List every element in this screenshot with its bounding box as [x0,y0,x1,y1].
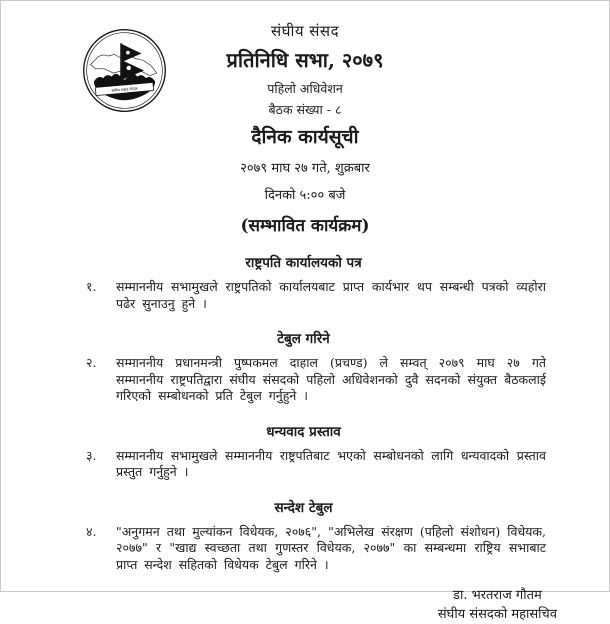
item-text: सम्माननीय प्रधानमन्त्री पुष्पकमल दाहाल (प्रचण्ड) ले सम्वत् २०७९ माघ २७ गते सम्माननीय राष्ट्रपतिद्वारा संघीय संसदको पहिलो अधिवेशनको दुवै सदनको संयुक्त बैठकलाई गरिएको सम्बोधनको प्रति टेबुल गर्नुहुने । [116,355,546,403]
section-heading: टेबुल गरिने [277,331,330,347]
item-text: "अनुगमन तथा मुल्यांकन विधेयक, २०७६", "अभिलेख संरक्षण (पहिलो संशोधन) विधेयक, २०७७" र "खाद्य स्वच्छता तथा गुणस्तर विधेयक, २०७७" का सम्बन्धमा राष्ट्रिय सभाबाट प्राप्त सन्देश सहितको विधेयक टेबुल गरिने । [116,523,546,572]
agenda-item [86,524,546,574]
section-to-be-tabled [86,329,546,405]
section-heading: सन्देश टेबुल [274,499,333,516]
item-text: सम्माननीय सभामुखले सम्माननीय राष्ट्रपतिबाट भएको सम्बोधनको लागि धन्यवादको प्रस्ताव प्रस्तुत गर्नुहुने । [116,447,546,479]
program-note: (सम्भावित कार्यक्रम) [240,216,370,236]
date-line: २०७९ माघ २७ गते, शुक्रबार [240,161,370,176]
ribbon-text: संघीय संसद नेपाल [111,85,138,94]
section-message-table [86,498,546,574]
agenda-item [86,448,546,481]
item-number: १. [86,279,97,294]
section-president-office-letter [86,253,546,312]
session-line: पहिलो अधिवेशन [267,81,343,96]
signatory-title: संघीय संसदको महासचिव [437,607,557,622]
agenda-body [86,253,546,573]
organization-name: संघीय संसद [270,22,340,40]
meeting-number: बैठक संख्या - ८ [268,102,342,117]
agenda-item [86,355,546,405]
document-title: दैनिक कार्यसूची [251,126,359,148]
house-title: प्रतिनिधि सभा, २०७९ [226,48,384,72]
section-thanks-motion [86,422,546,481]
time-line: दिनको ५:०० बजे [264,188,346,203]
federal-parliament-emblem-icon [82,28,167,113]
agenda-item [86,279,546,312]
item-number: ३. [86,447,97,463]
item-number: ४. [86,523,97,539]
section-heading: राष्ट्रपति कार्यालयको पत्र [245,255,362,271]
section-heading: धन्यवाद प्रस्ताव [266,423,341,440]
item-text: सम्माननीय सभामुखले राष्ट्रपतिको कार्यालयबाट प्राप्त कार्यभार थप सम्बन्धी पत्रको व्यहोरा पढेर सुनाउनु हुने । [116,279,546,311]
signature-block [438,586,557,624]
item-number: २. [86,355,97,370]
signatory-name: डा. भरतराज गौतम [453,588,542,603]
